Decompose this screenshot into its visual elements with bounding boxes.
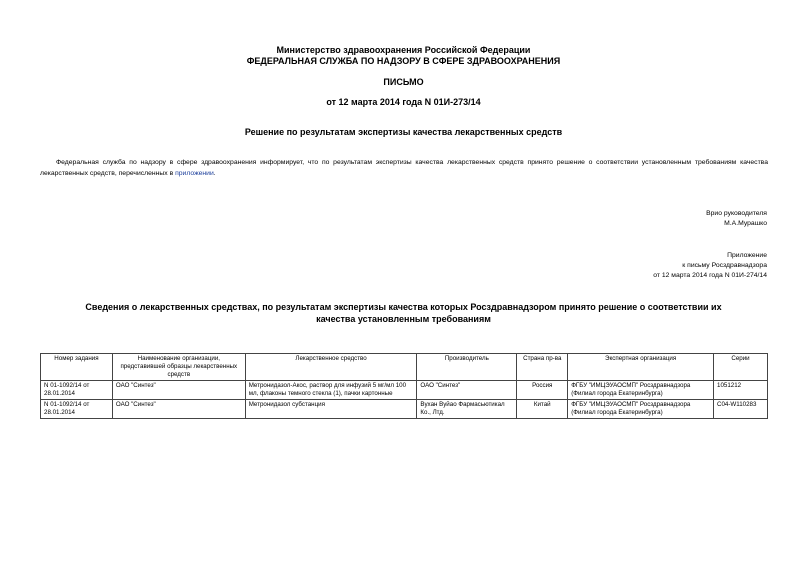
service-name: ФЕДЕРАЛЬНАЯ СЛУЖБА ПО НАДЗОРУ В СФЕРЕ ЗДРАВООХРАНЕНИЯ (246, 56, 561, 66)
appendix-link[interactable]: приложении (175, 170, 214, 177)
cell-expert-org: ФГБУ "ИМЦЭУАОСМП" Росздравнадзора (Филиал города Екатеринбурга) (568, 400, 714, 419)
col-header-manufacturer: Производитель (417, 354, 517, 381)
appendix-block (653, 251, 767, 281)
table-header-row (41, 354, 768, 381)
body-text: Федеральная служба по надзору в сфере здравоохранения информирует, что по результатам экспертизы качества лекарственных средств принято решение о соответствии установленным требованиям качества лекарственных средств, перечисленных в (40, 159, 768, 177)
signature-block (706, 209, 767, 229)
col-header-country: Страна пр-ва (517, 354, 568, 381)
cell-country: Россия (517, 381, 568, 400)
cell-drug: Метронидазол субстанция (245, 400, 417, 419)
appendix-line-2: к письму Росздравнадзора (682, 262, 767, 269)
cell-organization: ОАО "Синтез" (112, 400, 245, 419)
table-row (41, 381, 768, 400)
drugs-table (40, 353, 768, 419)
cell-task-number: N 01-1092/14 от 28.01.2014 (41, 381, 113, 400)
col-header-expert-org: Экспертная организация (568, 354, 714, 381)
cell-series: 1051212 (714, 381, 768, 400)
table-row (41, 400, 768, 419)
document-date: от 12 марта 2014 года N 01И-273/14 (326, 97, 481, 107)
col-header-drug: Лекарственное средство (245, 354, 417, 381)
cell-manufacturer: ОАО "Синтез" (417, 381, 517, 400)
signature-name: М.А.Мурашко (724, 220, 767, 227)
col-header-series: Серии (714, 354, 768, 381)
body-paragraph (40, 157, 768, 179)
signature-position: Врио руководителя (706, 210, 767, 217)
cell-country: Китай (517, 400, 568, 419)
document-subject: Решение по результатам экспертизы качества лекарственных средств (244, 127, 563, 137)
ministry-name: Министерство здравоохранения Российской Федерации (276, 45, 531, 55)
cell-manufacturer: Вухан Вуйао Фармасьютикал Ко., Лтд. (417, 400, 517, 419)
appendix-line-3: от 12 марта 2014 года N 01И-274/14 (653, 272, 767, 279)
cell-expert-org: ФГБУ "ИМЦЭУАОСМП" Росздравнадзора (Филиал города Екатеринбурга) (568, 381, 714, 400)
body-text-end: . (213, 170, 216, 177)
cell-drug: Метронидазол-Акос, раствор для инфузий 5 мг/мл 100 мл, флаконы темного стекла (1), пачки картонные (245, 381, 417, 400)
col-header-task-number: Номер задания (41, 354, 113, 381)
cell-series: C04-W110283 (714, 400, 768, 419)
appendix-line-1: Приложение (727, 252, 767, 259)
table-title: Сведения о лекарственных средствах, по результатам экспертизы качества которых Росздравнадзором принято решение о соответствии их качества установленным требованиям (85, 302, 722, 324)
cell-task-number: N 01-1092/14 от 28.01.2014 (41, 400, 113, 419)
document-type: ПИСЬМО (383, 77, 424, 87)
cell-organization: ОАО "Синтез" (112, 381, 245, 400)
col-header-organization: Наименование организации, представившей образцы лекарственных средств (112, 354, 245, 381)
